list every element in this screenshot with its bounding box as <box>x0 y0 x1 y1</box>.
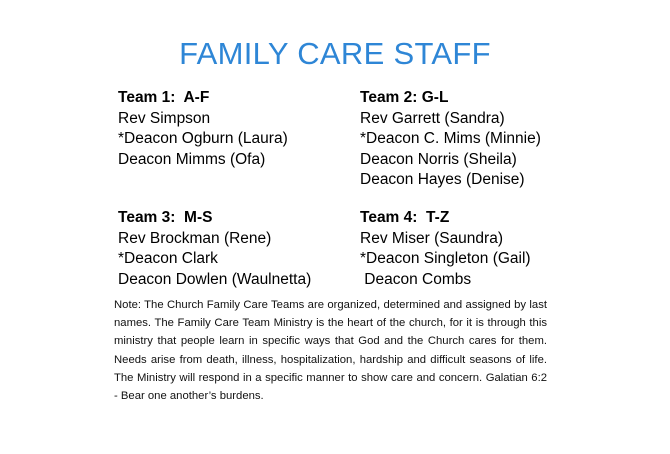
team-heading: Team 4: T-Z <box>360 209 450 226</box>
team-member: Rev Miser (Saundra) <box>360 229 503 247</box>
team-member: Deacon Hayes (Denise) <box>360 171 525 188</box>
team-4-block <box>360 208 531 290</box>
team-heading: Team 2: G-L <box>360 89 449 106</box>
team-member: *Deacon C. Mims (Minnie) <box>360 130 541 147</box>
team-member: *Deacon Ogburn (Laura) <box>118 130 288 147</box>
page-title: FAMILY CARE STAFF <box>179 36 491 71</box>
team-2-block <box>360 88 541 191</box>
team-member: *Deacon Clark <box>118 250 218 267</box>
team-member: Deacon Mimms (Ofa) <box>118 150 266 168</box>
team-member: Deacon Combs <box>360 270 472 288</box>
team-heading: Team 3: M-S <box>118 209 213 226</box>
team-member: Deacon Norris (Sheila) <box>360 150 517 168</box>
team-member: Deacon Dowlen (Waulnetta) <box>118 270 312 288</box>
team-member: Rev Simpson <box>118 109 211 127</box>
team-member: Rev Garrett (Sandra) <box>360 109 505 127</box>
team-heading: Team 1: A-F <box>118 89 210 106</box>
team-member: Rev Brockman (Rene) <box>118 229 272 247</box>
team-1-block <box>118 88 288 170</box>
note-paragraph: Note: The Church Family Care Teams are organized, determined and assigned by last names. The Family Care Team Ministry is the heart of the church, for it is through this ministry that people learn in specific ways that God and the Church cares for them. Needs arise from death, illness, hospitalization, hardship and difficult seasons of life. The Ministry will respond in a specific manner to show care and concern. Galatian 6:2 - Bear one another’s burdens. <box>114 299 547 403</box>
team-member: *Deacon Singleton (Gail) <box>360 250 531 267</box>
team-3-block <box>118 208 311 290</box>
